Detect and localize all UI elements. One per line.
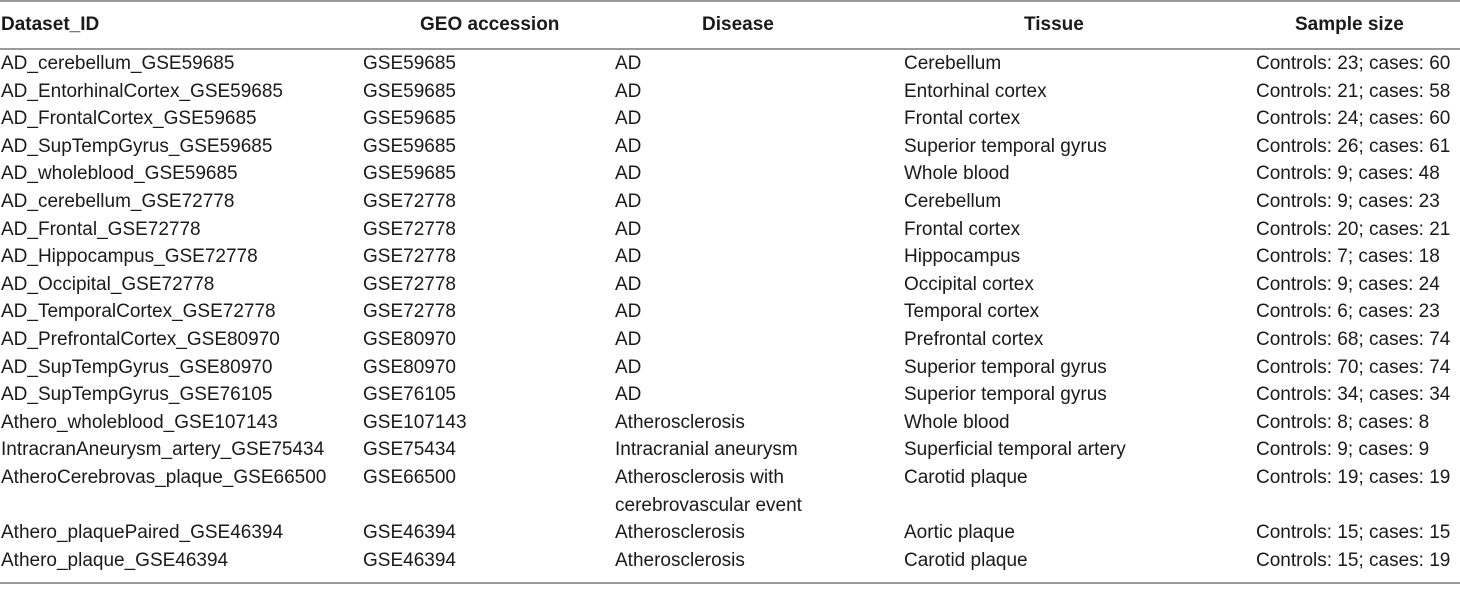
- table-row: [0, 216, 1460, 244]
- table-row: [0, 519, 1460, 547]
- sample-size-cell: Controls: 15; cases: 19: [1252, 547, 1460, 584]
- dataset-id-cell: AD_Hippocampus_GSE72778: [1, 246, 258, 268]
- tissue-cell: Carotid plaque: [904, 466, 1028, 488]
- sample-size-cell: Controls: 9; cases: 9: [1256, 439, 1430, 461]
- disease-cell: AD: [615, 246, 642, 268]
- sample-size-cell: Controls: 20; cases: 21: [1256, 218, 1451, 240]
- table-row: [0, 326, 1460, 354]
- table-row: [0, 105, 1460, 133]
- sample-size-cell: Controls: 8; cases: 8: [1256, 411, 1430, 433]
- table-row: [0, 160, 1460, 188]
- table-row: [0, 78, 1460, 106]
- geo-accession-cell: GSE59685: [363, 108, 456, 130]
- tissue-cell: Frontal cortex: [904, 108, 1021, 130]
- sample-size-cell: Controls: 6; cases: 23: [1256, 301, 1440, 323]
- sample-size-cell: Controls: 21; cases: 58: [1256, 80, 1451, 102]
- dataset-id-cell: Athero_wholeblood_GSE107143: [1, 411, 278, 433]
- geo-accession-cell: GSE46394: [362, 547, 612, 584]
- tissue-cell: Superior temporal gyrus: [904, 384, 1107, 406]
- table-row: [0, 354, 1460, 382]
- table-row: [0, 188, 1460, 216]
- geo-accession-cell: GSE107143: [363, 411, 467, 433]
- disease-cell: Atherosclerosis with cerebrovascular event: [615, 466, 802, 516]
- geo-accession-cell: GSE76105: [363, 384, 456, 406]
- disease-cell: AD: [615, 356, 642, 378]
- sample-size-cell: Controls: 7; cases: 18: [1256, 246, 1440, 268]
- geo-accession-cell: GSE66500: [363, 466, 456, 488]
- dataset-id-cell: AD_PrefrontalCortex_GSE80970: [1, 328, 280, 350]
- table-row: [0, 464, 1460, 519]
- table-row: [0, 436, 1460, 464]
- dataset-id-cell: Athero_plaquePaired_GSE46394: [1, 522, 284, 544]
- disease-cell: AD: [615, 190, 642, 212]
- sample-size-cell: Controls: 26; cases: 61: [1256, 135, 1451, 157]
- table-row: [0, 49, 1460, 78]
- disease-cell: AD: [615, 108, 642, 130]
- dataset-id-cell: AD_FrontalCortex_GSE59685: [1, 108, 257, 130]
- tissue-cell: Frontal cortex: [904, 218, 1021, 240]
- dataset-id-cell: AD_SupTempGyrus_GSE59685: [1, 135, 273, 157]
- sample-size-cell: Controls: 9; cases: 23: [1256, 190, 1440, 212]
- tissue-cell: Superficial temporal artery: [904, 439, 1126, 461]
- sample-size-cell: Controls: 15; cases: 15: [1256, 522, 1451, 544]
- dataset-id-cell: AD_wholeblood_GSE59685: [1, 163, 238, 185]
- tissue-cell: Temporal cortex: [904, 301, 1040, 323]
- dataset-id-cell: IntracranAneurysm_artery_GSE75434: [1, 439, 325, 461]
- tissue-cell: Aortic plaque: [904, 522, 1015, 544]
- sample-size-cell: Controls: 23; cases: 60: [1256, 53, 1451, 74]
- sample-size-cell: Controls: 9; cases: 24: [1256, 273, 1440, 295]
- table-body: [0, 49, 1460, 583]
- tissue-cell: Entorhinal cortex: [904, 80, 1047, 102]
- header-sample-size: Sample size: [1252, 1, 1460, 49]
- table-row: [0, 381, 1460, 409]
- geo-accession-cell: GSE75434: [363, 439, 456, 461]
- sample-size-cell: Controls: 70; cases: 74: [1256, 356, 1451, 378]
- geo-accession-cell: GSE59685: [363, 163, 456, 185]
- tissue-cell: Cerebellum: [904, 190, 1002, 212]
- geo-accession-cell: GSE72778: [363, 246, 456, 268]
- header-disease: Disease: [612, 1, 894, 49]
- disease-cell: AD: [615, 163, 642, 185]
- tissue-cell: Prefrontal cortex: [904, 328, 1044, 350]
- disease-cell: AD: [615, 301, 642, 323]
- header-tissue: Tissue: [894, 1, 1252, 49]
- sample-size-cell: Controls: 24; cases: 60: [1256, 108, 1451, 130]
- tissue-cell: Occipital cortex: [904, 273, 1034, 295]
- sample-size-cell: Controls: 68; cases: 74: [1256, 328, 1451, 350]
- dataset-id-cell: AD_cerebellum_GSE59685: [1, 53, 235, 74]
- dataset-id-cell: AD_TemporalCortex_GSE72778: [1, 301, 276, 323]
- geo-accession-cell: GSE59685: [363, 135, 456, 157]
- geo-accession-cell: GSE72778: [363, 190, 456, 212]
- disease-cell: AD: [615, 328, 642, 350]
- dataset-id-cell: AD_cerebellum_GSE72778: [1, 190, 235, 212]
- tissue-cell: Superior temporal gyrus: [904, 356, 1107, 378]
- tissue-cell: Whole blood: [904, 411, 1010, 433]
- geo-accession-cell: GSE72778: [363, 301, 456, 323]
- disease-cell: AD: [615, 135, 642, 157]
- table-row: [0, 547, 1460, 584]
- table-row: [0, 133, 1460, 161]
- disease-cell: Atherosclerosis: [612, 547, 894, 584]
- disease-cell: AD: [615, 273, 642, 295]
- disease-cell: Atherosclerosis: [615, 411, 745, 433]
- dataset-id-cell: Athero_plaque_GSE46394: [0, 547, 362, 584]
- disease-cell: Atherosclerosis: [615, 522, 745, 544]
- header-dataset-id: Dataset_ID: [0, 1, 362, 49]
- table-header: [0, 1, 1460, 49]
- tissue-cell: Hippocampus: [904, 246, 1021, 268]
- geo-accession-cell: GSE80970: [363, 356, 456, 378]
- dataset-id-cell: AtheroCerebrovas_plaque_GSE66500: [1, 466, 327, 488]
- dataset-id-cell: AD_Frontal_GSE72778: [1, 218, 201, 240]
- geo-accession-cell: GSE80970: [363, 328, 456, 350]
- table-row: [0, 409, 1460, 437]
- tissue-cell: Superior temporal gyrus: [904, 135, 1107, 157]
- dataset-id-cell: AD_Occipital_GSE72778: [1, 273, 215, 295]
- sample-size-cell: Controls: 34; cases: 34: [1256, 384, 1451, 406]
- table-row: [0, 271, 1460, 299]
- geo-accession-cell: GSE72778: [363, 218, 456, 240]
- tissue-cell: Whole blood: [904, 163, 1010, 185]
- sample-size-cell: Controls: 9; cases: 48: [1256, 163, 1440, 185]
- table-row: [0, 243, 1460, 271]
- dataset-id-cell: AD_SupTempGyrus_GSE80970: [1, 356, 273, 378]
- disease-cell: AD: [615, 218, 642, 240]
- dataset-id-cell: AD_SupTempGyrus_GSE76105: [1, 384, 273, 406]
- geo-accession-cell: GSE59685: [363, 80, 456, 102]
- sample-size-cell: Controls: 19; cases: 19: [1256, 466, 1451, 488]
- header-geo-accession: GEO accession: [362, 1, 612, 49]
- table-row: [0, 298, 1460, 326]
- disease-cell: AD: [615, 53, 642, 74]
- header-row: [0, 1, 1460, 49]
- tissue-cell: Cerebellum: [904, 53, 1002, 74]
- tissue-cell: Carotid plaque: [894, 547, 1252, 584]
- disease-cell: AD: [615, 80, 642, 102]
- geo-accession-cell: GSE59685: [363, 53, 456, 74]
- geo-accession-cell: GSE46394: [363, 522, 456, 544]
- disease-cell: Intracranial aneurysm: [615, 439, 798, 461]
- disease-cell: AD: [615, 384, 642, 406]
- dataset-id-cell: AD_EntorhinalCortex_GSE59685: [1, 80, 284, 102]
- geo-accession-cell: GSE72778: [363, 273, 456, 295]
